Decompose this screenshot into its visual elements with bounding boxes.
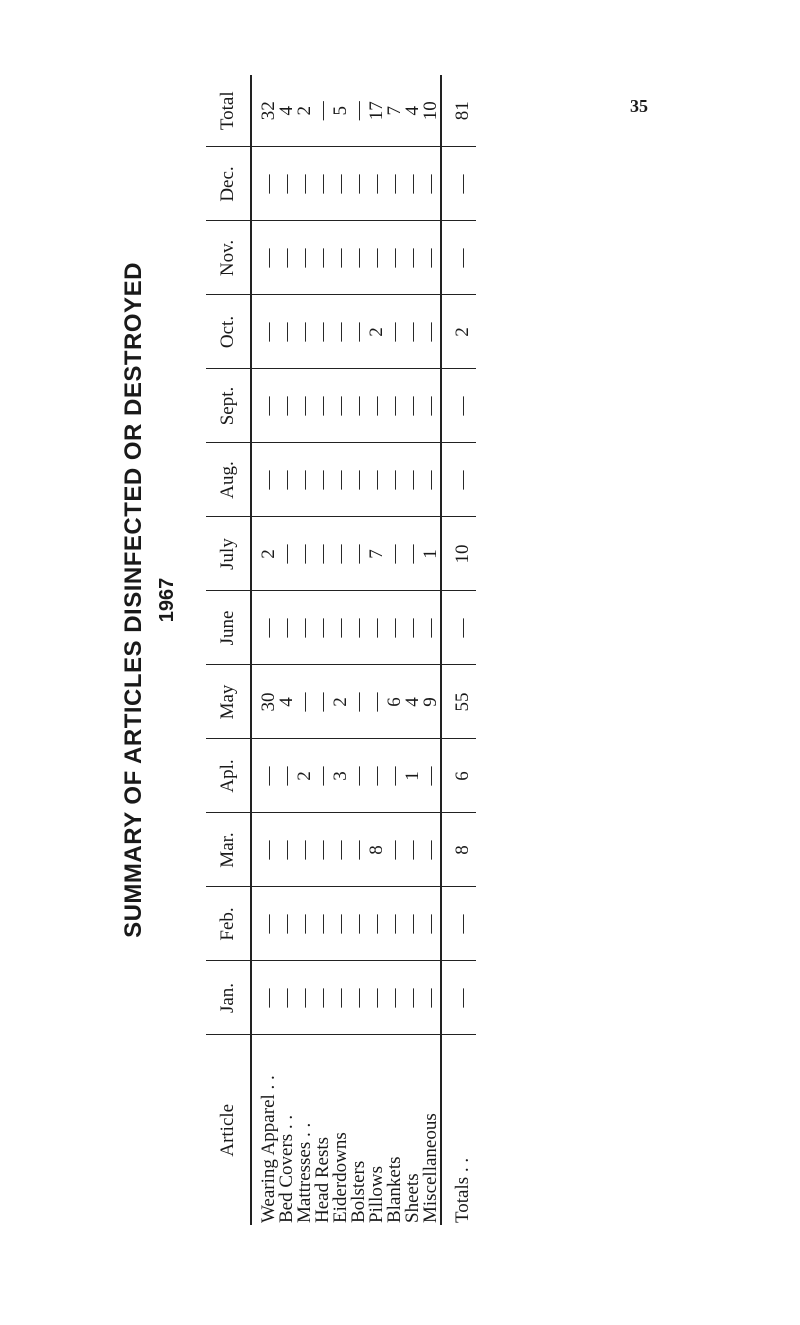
month-value-cell: — — [296, 517, 314, 591]
month-value-cell: — — [296, 369, 314, 443]
month-value-cell: — — [278, 517, 296, 591]
month-value-cell: — — [386, 221, 404, 295]
month-value-cell: — — [251, 369, 278, 443]
month-value-cell: — — [251, 221, 278, 295]
month-value-cell: — — [386, 887, 404, 961]
month-value-cell: — — [422, 443, 441, 517]
article-name: Miscellaneous — [420, 1113, 441, 1223]
page-year: 1967 — [156, 577, 178, 623]
column-header: Jan. — [206, 961, 251, 1035]
month-value-cell: 6 — [386, 665, 404, 739]
month-value-cell: — — [314, 369, 332, 443]
table-row — [251, 75, 278, 1225]
month-value-cell: — — [314, 813, 332, 887]
month-value-cell: — — [422, 739, 441, 813]
month-value-cell: — — [404, 221, 422, 295]
month-value-cell: — — [332, 221, 350, 295]
month-value-cell: 30 — [251, 665, 278, 739]
month-value-cell: — — [441, 961, 476, 1035]
month-value-cell: 2 — [251, 517, 278, 591]
month-value-cell: — — [441, 221, 476, 295]
column-header: Dec. — [206, 147, 251, 221]
month-value-cell: — — [441, 443, 476, 517]
month-value-cell: 2 — [441, 295, 476, 369]
month-value-cell: — — [278, 813, 296, 887]
month-value-cell: — — [332, 887, 350, 961]
article-name: Bed Covers . . — [276, 1114, 297, 1223]
month-value-cell: 4 — [404, 665, 422, 739]
row-total-cell: 4 — [404, 75, 422, 147]
month-value-cell: — — [314, 147, 332, 221]
month-value-cell: — — [404, 147, 422, 221]
month-value-cell: — — [278, 961, 296, 1035]
column-header: Apl. — [206, 739, 251, 813]
month-value-cell: — — [296, 221, 314, 295]
month-value-cell: — — [314, 887, 332, 961]
month-value-cell: — — [422, 221, 441, 295]
month-value-cell: — — [404, 813, 422, 887]
month-value-cell: 55 — [441, 665, 476, 739]
month-value-cell: — — [422, 813, 441, 887]
month-value-cell: — — [278, 591, 296, 665]
month-value-cell: — — [278, 887, 296, 961]
month-value-cell: — — [350, 147, 368, 221]
month-value-cell: — — [350, 295, 368, 369]
month-value-cell: — — [422, 295, 441, 369]
row-total-cell: 81 — [441, 75, 476, 147]
month-value-cell: — — [404, 517, 422, 591]
month-value-cell: 8 — [368, 813, 386, 887]
month-value-cell: — — [251, 443, 278, 517]
month-value-cell: 1 — [404, 739, 422, 813]
row-total-cell: 17 — [368, 75, 386, 147]
article-name: Bolsters — [348, 1160, 369, 1223]
month-value-cell: — — [251, 887, 278, 961]
article-name: Head Rests — [312, 1136, 333, 1223]
month-value-cell: — — [350, 887, 368, 961]
month-value-cell: — — [386, 295, 404, 369]
month-value-cell: — — [386, 591, 404, 665]
month-value-cell: — — [404, 295, 422, 369]
month-value-cell: — — [350, 221, 368, 295]
column-header: July — [206, 517, 251, 591]
month-value-cell: — — [350, 961, 368, 1035]
month-value-cell: — — [368, 147, 386, 221]
page-title: SUMMARY OF ARTICLES DISINFECTED OR DESTROYED — [120, 262, 147, 938]
month-value-cell: — — [278, 739, 296, 813]
article-name: Sheets — [402, 1173, 423, 1223]
month-value-cell: — — [314, 591, 332, 665]
month-value-cell: — — [278, 147, 296, 221]
column-header: Sept. — [206, 369, 251, 443]
column-header: Feb. — [206, 887, 251, 961]
month-value-cell: 8 — [441, 813, 476, 887]
month-value-cell: 2 — [296, 739, 314, 813]
rotated-page-content — [120, 0, 720, 1225]
article-name: Eiderdowns — [330, 1132, 351, 1223]
month-value-cell: — — [368, 591, 386, 665]
month-value-cell: — — [368, 665, 386, 739]
row-total-cell: 4 — [278, 75, 296, 147]
month-value-cell: — — [296, 961, 314, 1035]
column-header: May — [206, 665, 251, 739]
month-value-cell: — — [368, 887, 386, 961]
month-value-cell: — — [350, 813, 368, 887]
month-value-cell: — — [368, 739, 386, 813]
month-value-cell: — — [251, 739, 278, 813]
month-value-cell: — — [441, 887, 476, 961]
month-value-cell: — — [441, 147, 476, 221]
totals-label: Totals . . — [441, 1035, 476, 1225]
month-value-cell: — — [350, 591, 368, 665]
month-value-cell: — — [422, 147, 441, 221]
month-value-cell: — — [386, 739, 404, 813]
month-value-cell: — — [368, 221, 386, 295]
month-value-cell: 4 — [278, 665, 296, 739]
article-name: Mattresses . . — [294, 1122, 315, 1223]
month-value-cell: — — [386, 517, 404, 591]
header-row — [206, 75, 251, 1225]
month-value-cell: — — [296, 813, 314, 887]
month-value-cell: — — [296, 443, 314, 517]
month-value-cell: — — [404, 369, 422, 443]
article-name: Blankets — [384, 1156, 405, 1223]
month-value-cell: — — [278, 295, 296, 369]
month-value-cell: — — [404, 591, 422, 665]
month-value-cell: — — [386, 813, 404, 887]
month-value-cell: 9 — [422, 665, 441, 739]
month-value-cell: — — [350, 665, 368, 739]
column-header: Aug. — [206, 443, 251, 517]
month-value-cell: 2 — [332, 665, 350, 739]
month-value-cell: — — [422, 887, 441, 961]
month-value-cell: — — [386, 147, 404, 221]
table-body — [251, 75, 476, 1225]
month-value-cell: — — [404, 443, 422, 517]
month-value-cell: — — [314, 739, 332, 813]
month-value-cell: — — [332, 147, 350, 221]
row-total-cell: 5 — [332, 75, 350, 147]
month-value-cell: 10 — [441, 517, 476, 591]
month-value-cell: 1 — [422, 517, 441, 591]
column-header: Total — [206, 75, 251, 147]
month-value-cell: — — [296, 665, 314, 739]
month-value-cell: — — [422, 591, 441, 665]
month-value-cell: — — [251, 591, 278, 665]
month-value-cell: — — [314, 665, 332, 739]
month-value-cell: — — [404, 887, 422, 961]
row-total-cell: 10 — [422, 75, 441, 147]
month-value-cell: — — [441, 369, 476, 443]
column-header: Nov. — [206, 221, 251, 295]
month-value-cell: — — [422, 369, 441, 443]
month-value-cell: — — [368, 369, 386, 443]
column-header: Oct. — [206, 295, 251, 369]
article-name: Wearing Apparel . . — [258, 1075, 279, 1223]
month-value-cell: — — [350, 443, 368, 517]
month-value-cell: 3 — [332, 739, 350, 813]
month-value-cell: — — [350, 369, 368, 443]
month-value-cell: — — [278, 443, 296, 517]
column-header: Article — [206, 1035, 251, 1225]
table-row — [422, 75, 441, 1225]
month-value-cell: — — [332, 961, 350, 1035]
month-value-cell: — — [314, 961, 332, 1035]
month-value-cell: — — [251, 961, 278, 1035]
month-value-cell: — — [314, 221, 332, 295]
month-value-cell: — — [368, 443, 386, 517]
month-value-cell: — — [368, 961, 386, 1035]
month-value-cell: — — [386, 369, 404, 443]
row-total-cell: — — [314, 75, 332, 147]
column-header: June — [206, 591, 251, 665]
month-value-cell: — — [332, 591, 350, 665]
month-value-cell: — — [314, 443, 332, 517]
month-value-cell: 6 — [441, 739, 476, 813]
month-value-cell: — — [251, 813, 278, 887]
month-value-cell: — — [332, 295, 350, 369]
month-value-cell: — — [314, 295, 332, 369]
month-value-cell: — — [251, 147, 278, 221]
month-value-cell: — — [332, 517, 350, 591]
month-value-cell: 2 — [368, 295, 386, 369]
month-value-cell: — — [332, 369, 350, 443]
article-name: Pillows — [366, 1165, 387, 1223]
month-value-cell: — — [350, 517, 368, 591]
month-value-cell: — — [314, 517, 332, 591]
month-value-cell: — — [404, 961, 422, 1035]
month-value-cell: — — [386, 443, 404, 517]
row-total-cell: 32 — [251, 75, 278, 147]
month-value-cell: — — [296, 887, 314, 961]
month-value-cell: — — [422, 961, 441, 1035]
row-total-cell: 2 — [296, 75, 314, 147]
month-value-cell: — — [350, 739, 368, 813]
page-number: 35 — [630, 96, 648, 116]
column-header: Mar. — [206, 813, 251, 887]
month-value-cell: — — [441, 591, 476, 665]
month-value-cell: — — [332, 813, 350, 887]
month-value-cell: 7 — [368, 517, 386, 591]
month-value-cell: — — [296, 591, 314, 665]
row-total-cell: 7 — [386, 75, 404, 147]
month-value-cell: — — [278, 369, 296, 443]
month-value-cell: — — [332, 443, 350, 517]
month-value-cell: — — [296, 147, 314, 221]
month-value-cell: — — [278, 221, 296, 295]
month-value-cell: — — [251, 295, 278, 369]
month-value-cell: — — [296, 295, 314, 369]
totals-row — [441, 75, 476, 1225]
row-total-cell: — — [350, 75, 368, 147]
summary-table — [206, 75, 476, 1225]
month-value-cell: — — [386, 961, 404, 1035]
